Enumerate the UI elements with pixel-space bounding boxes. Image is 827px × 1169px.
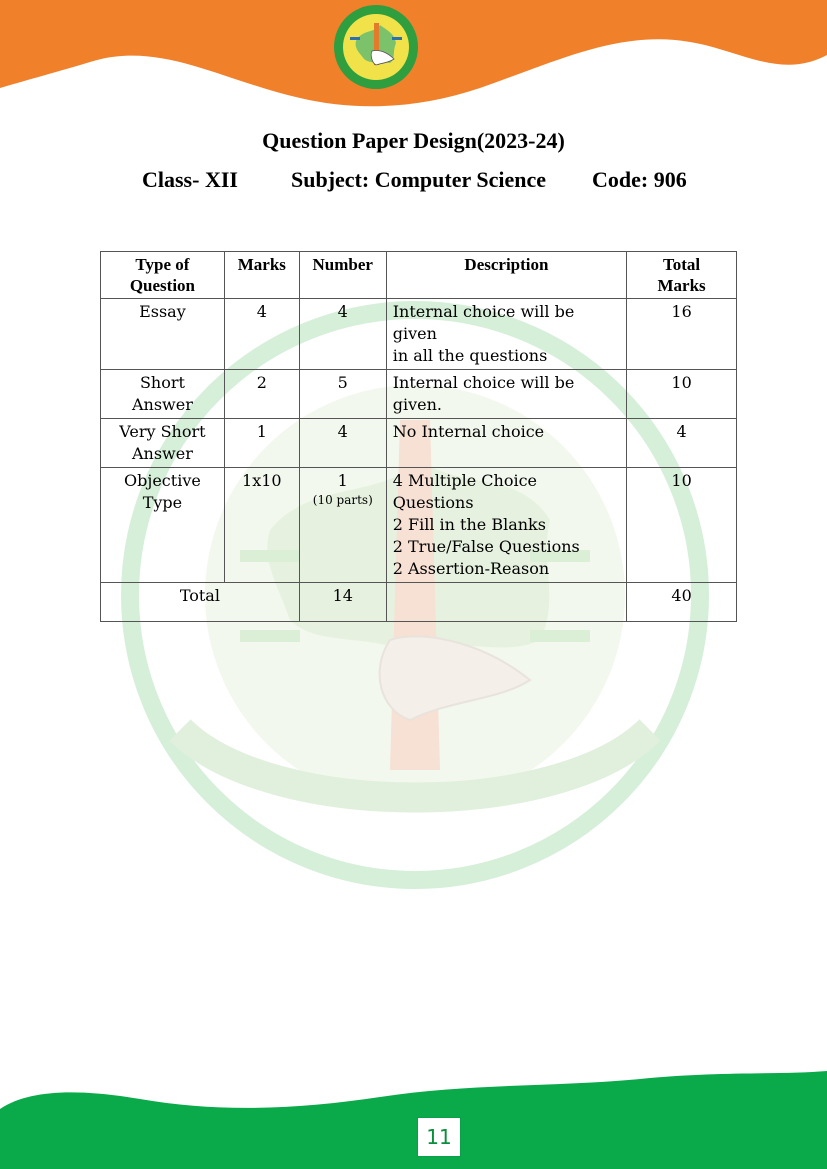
class-label: Class- XII: [142, 167, 238, 192]
header-total-marks: Total Marks: [627, 252, 737, 299]
header-marks: Marks: [224, 252, 299, 299]
header-number: Number: [299, 252, 386, 299]
cell-type: Short Answer: [101, 370, 225, 419]
cell-number: 4: [299, 419, 386, 468]
table-row: [101, 370, 737, 419]
page-title: Question Paper Design(2023-24): [262, 128, 565, 153]
cell-total: 16: [627, 299, 737, 370]
cell-marks: 1x10: [224, 468, 299, 583]
header-type: Type of Question: [101, 252, 225, 299]
cell-total-marks: 40: [627, 583, 737, 622]
board-emblem-icon: [332, 3, 420, 91]
code-label: Code: 906: [592, 167, 687, 192]
number-note: (10 parts): [312, 493, 373, 507]
question-paper-table: [100, 251, 737, 622]
cell-marks: 1: [224, 419, 299, 468]
cell-total-label: Total: [101, 583, 300, 622]
cell-total-empty: [386, 583, 626, 622]
cell-description: 4 Multiple Choice Questions 2 Fill in the Blanks 2 True/False Questions 2 Assertion-Reason: [386, 468, 626, 583]
cell-description: Internal choice will be given.: [386, 370, 626, 419]
cell-type: Objective Type: [101, 468, 225, 583]
table-row: [101, 419, 737, 468]
cell-type: Essay: [101, 299, 225, 370]
table-header-row: [101, 252, 737, 299]
table-row: [101, 468, 737, 583]
cell-total: 4: [627, 419, 737, 468]
cell-description: No Internal choice: [386, 419, 626, 468]
cell-marks: 2: [224, 370, 299, 419]
cell-number: 4: [299, 299, 386, 370]
cell-marks: 4: [224, 299, 299, 370]
cell-number: 1 (10 parts): [299, 468, 386, 583]
header-description: Description: [386, 252, 626, 299]
cell-total-number: 14: [299, 583, 386, 622]
cell-type: Very Short Answer: [101, 419, 225, 468]
table-total-row: [101, 583, 737, 622]
cell-description: Internal choice will be given in all the questions: [386, 299, 626, 370]
cell-number: 5: [299, 370, 386, 419]
cell-total: 10: [627, 370, 737, 419]
page-number: 11: [417, 1117, 461, 1157]
subject-label: Subject: Computer Science: [291, 167, 546, 192]
bottom-green-band: [0, 1069, 827, 1169]
table-row: [101, 299, 737, 370]
cell-total: 10: [627, 468, 737, 583]
